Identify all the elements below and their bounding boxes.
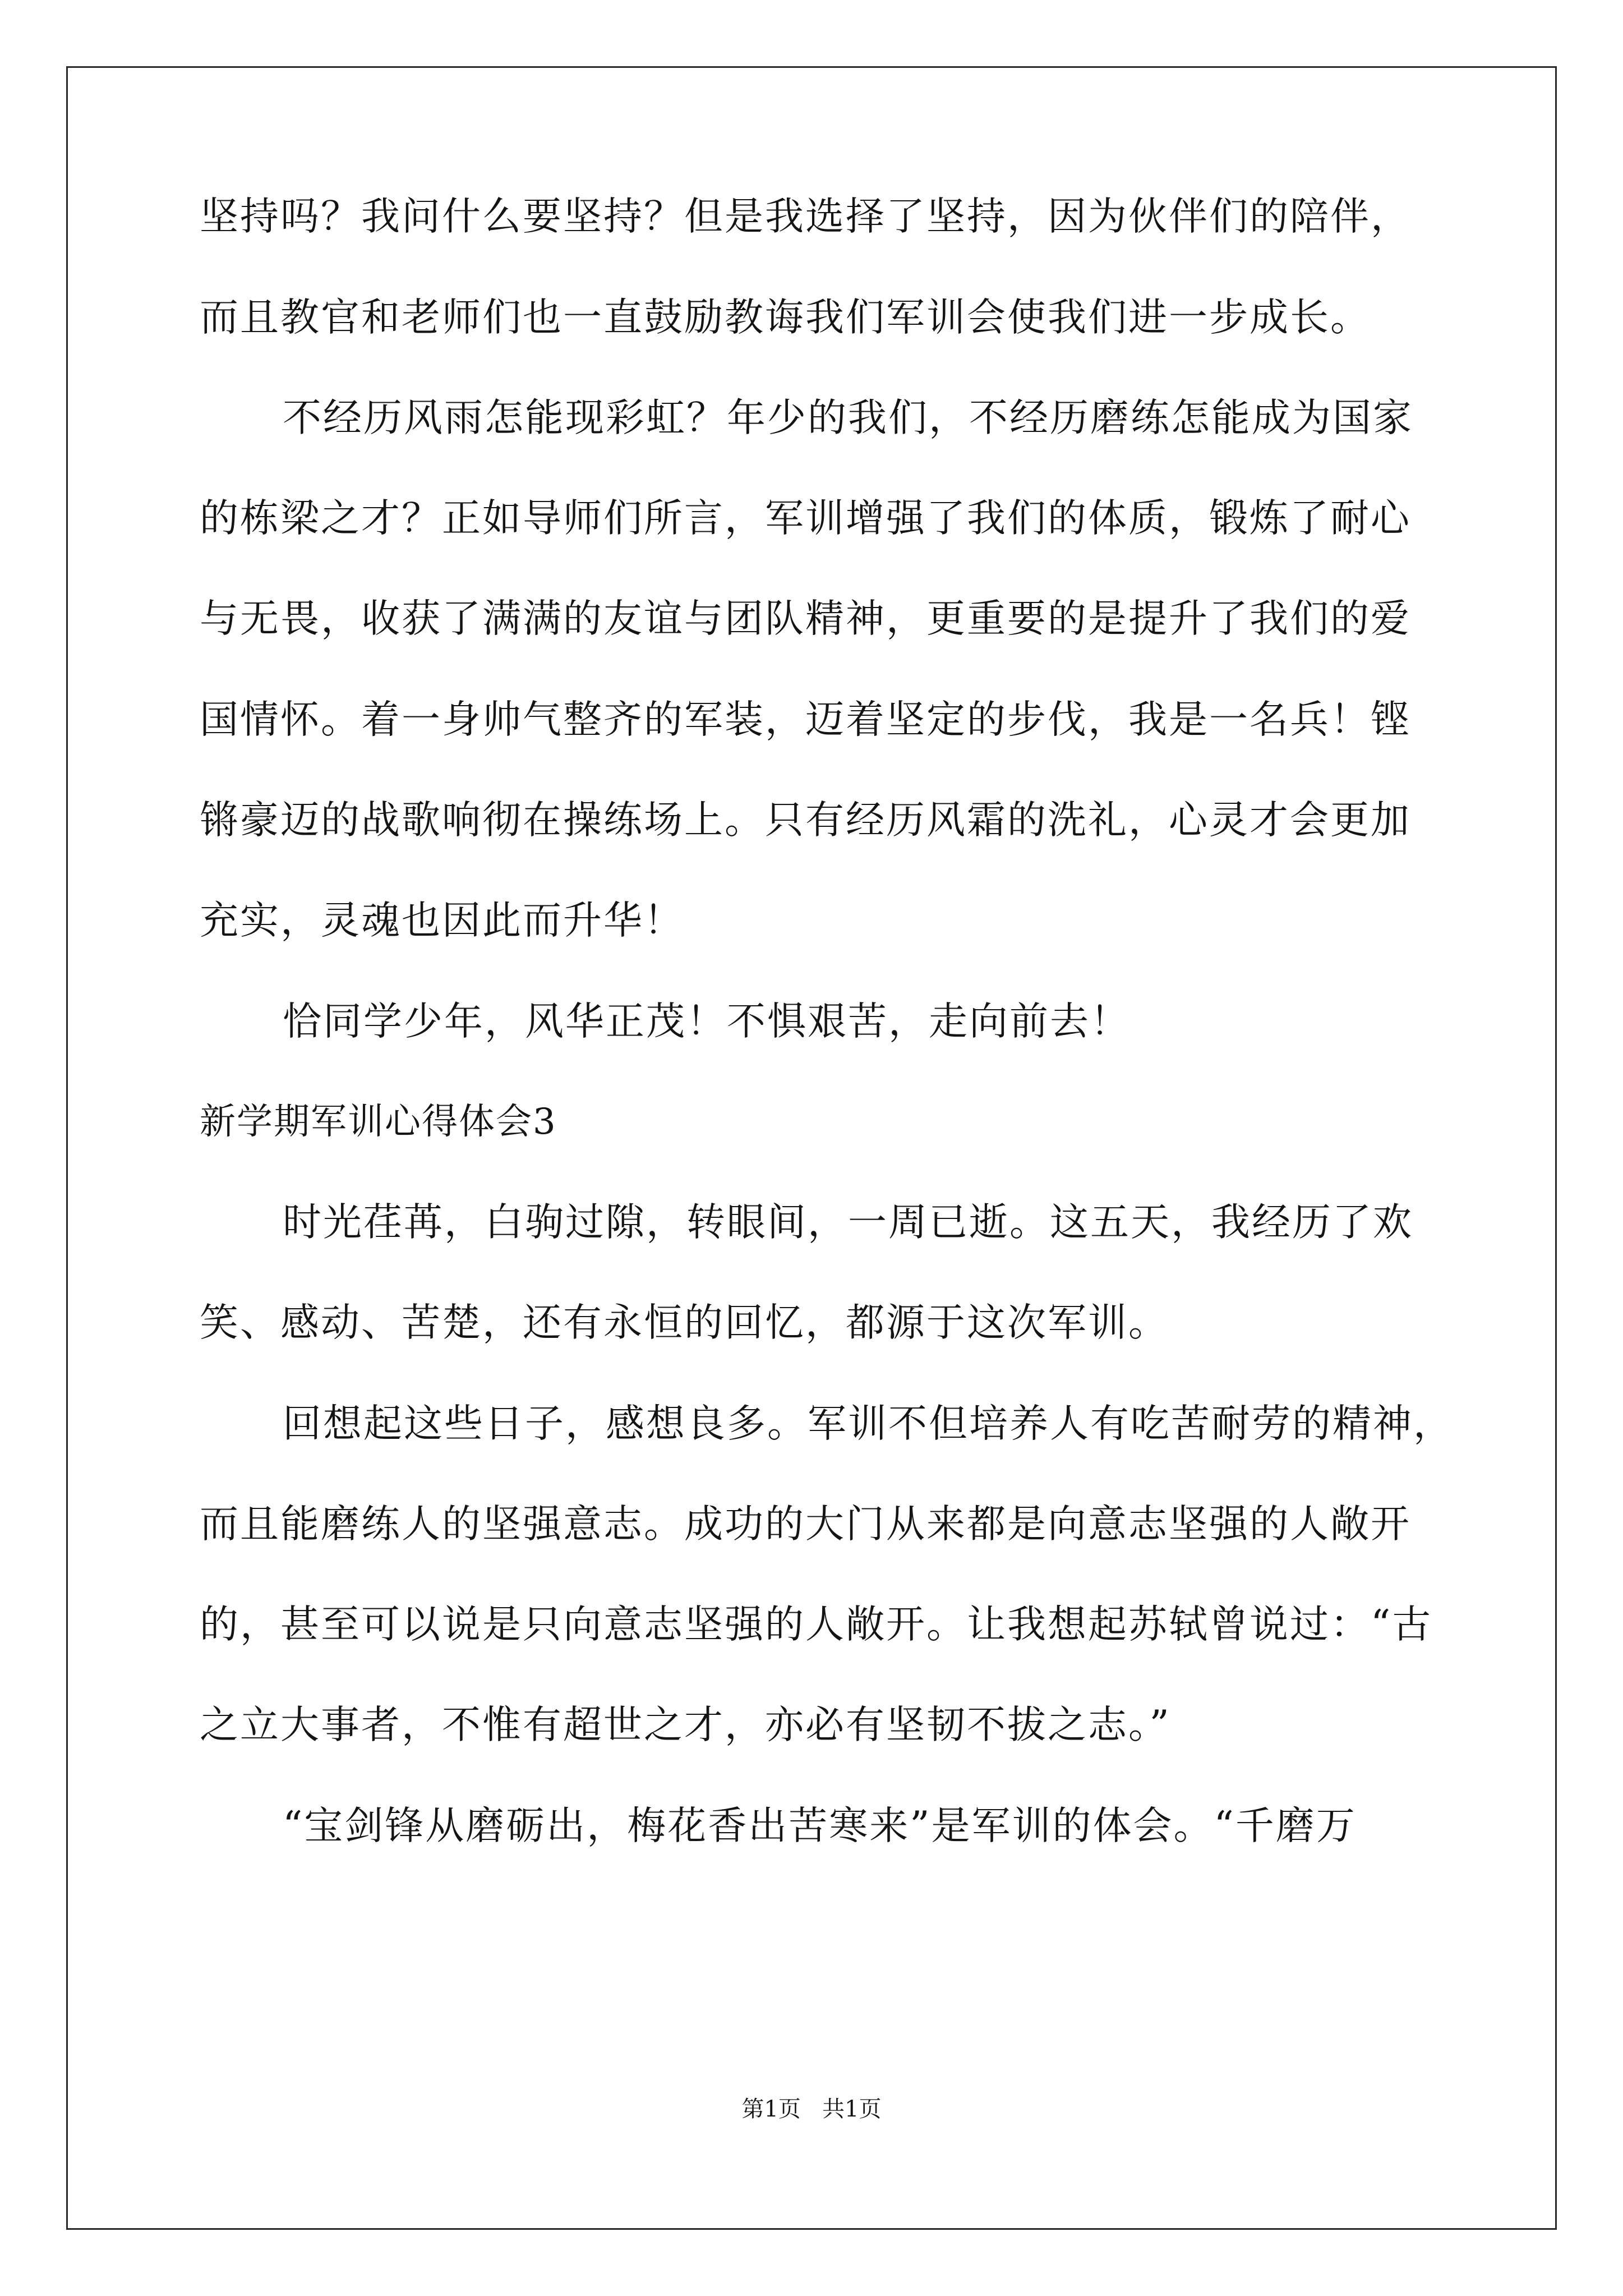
paragraph-start-line: 时光荏苒，白驹过隙，转眼间，一周已逝。这五天，我经历了欢 bbox=[283, 1200, 1413, 1245]
text-line: 国情怀。着一身帅气整齐的军装，迈着坚定的步伐，我是一名兵！铿 bbox=[200, 697, 1411, 742]
text-line: 坚持吗？我问什么要坚持？但是我选择了坚持，因为伙伴们的陪伴， bbox=[200, 194, 1411, 239]
text-line: 而且能磨练人的坚强意志。成功的大门从来都是向意志坚强的人敞开 bbox=[200, 1502, 1411, 1547]
text-line: 充实，灵魂也因此而升华！ bbox=[200, 898, 684, 943]
paragraph-start-line: “宝剑锋从磨砺出，梅花香出苦寒来”是军训的体会。“千磨万 bbox=[283, 1803, 1357, 1848]
page-footer: 第1页 共1页 bbox=[741, 2096, 882, 2122]
section-heading: 新学期军训心得体会3 bbox=[200, 1101, 557, 1143]
text-line: 之立大事者，不惟有超世之才，亦必有坚韧不拔之志。” bbox=[200, 1703, 1171, 1747]
text-line: 与无畏，收获了满满的友谊与团队精神，更重要的是提升了我们的爱 bbox=[200, 596, 1411, 641]
paragraph-start-line: 恰同学少年，风华正茂！不惧艰苦，走向前去！ bbox=[283, 999, 1131, 1044]
paragraph-start-line: 回想起这些日子，感想良多。军训不但培养人有吃苦耐劳的精神， bbox=[283, 1401, 1454, 1446]
text-line: 笑、感动、苦楚，还有永恒的回忆，都源于这次军训。 bbox=[200, 1300, 1169, 1345]
text-line: 锵豪迈的战歌响彻在操练场上。只有经历风霜的洗礼，心灵才会更加 bbox=[200, 798, 1411, 843]
paragraph-start-line: 不经历风雨怎能现彩虹？年少的我们，不经历磨练怎能成为国家 bbox=[283, 395, 1413, 440]
text-line: 的栋梁之才？正如导师们所言，军训增强了我们的体质，锻炼了耐心 bbox=[200, 496, 1411, 541]
text-line: 而且教官和老师们也一直鼓励教诲我们军训会使我们进一步成长。 bbox=[200, 295, 1371, 340]
text-line: 的，甚至可以说是只向意志坚强的人敞开。让我想起苏轼曾说过：“古 bbox=[200, 1602, 1433, 1647]
